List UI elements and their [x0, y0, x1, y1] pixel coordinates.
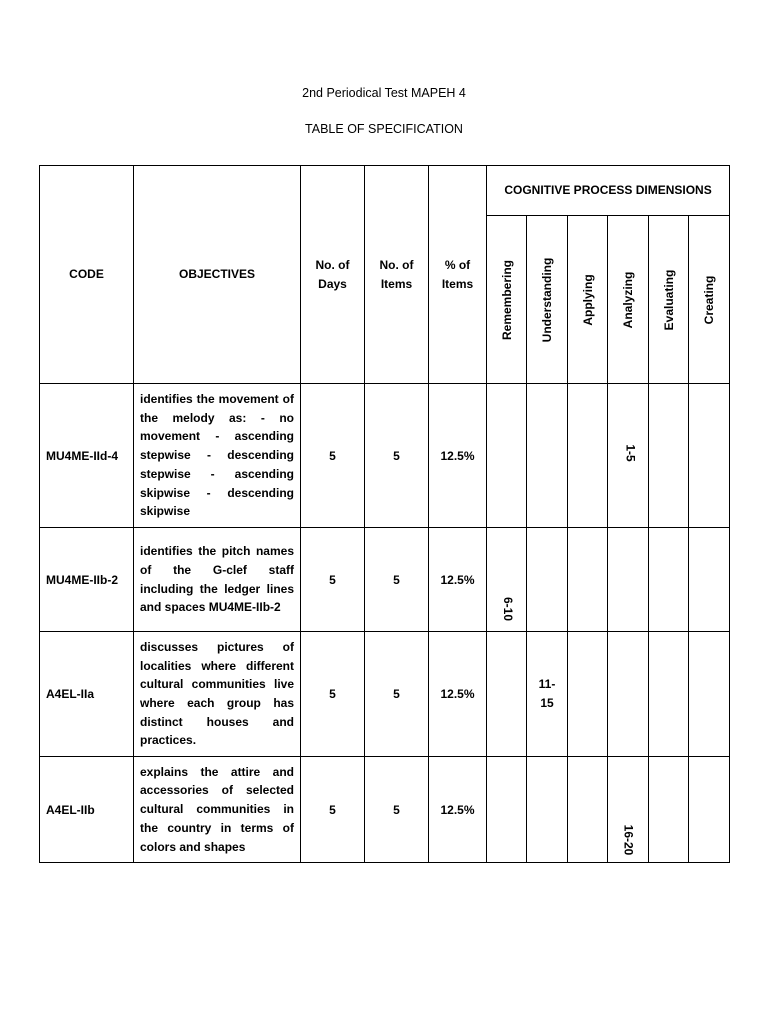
- row-code: MU4ME-IId-4: [40, 384, 134, 528]
- creating-label: Creating: [702, 275, 717, 324]
- item-range: 1-5: [623, 444, 638, 462]
- creating-cell: [689, 757, 730, 863]
- remembering-header: [487, 216, 527, 384]
- creating-cell: [689, 528, 730, 632]
- row-days: 5: [301, 757, 365, 863]
- understanding-cell: [527, 384, 568, 528]
- evaluating-cell: [649, 528, 689, 632]
- items-header-line1: No. of: [379, 257, 414, 272]
- row-percent: 12.5%: [429, 757, 487, 863]
- analyzing-header: [608, 216, 649, 384]
- item-range: 6-10: [501, 596, 516, 622]
- table-row: [40, 528, 730, 632]
- applying-cell: [568, 632, 608, 757]
- applying-label: Applying: [580, 273, 595, 326]
- item-range-line2: 15: [540, 696, 554, 710]
- document-subtitle: TABLE OF SPECIFICATION: [305, 122, 463, 136]
- analyzing-label: Analyzing: [621, 271, 635, 328]
- understanding-label: Understanding: [540, 257, 554, 342]
- row-percent: 12.5%: [429, 528, 487, 632]
- analyzing-cell: [608, 632, 649, 757]
- applying-cell: [568, 384, 608, 528]
- analyzing-cell: [608, 757, 649, 863]
- code-header: CODE: [40, 166, 134, 384]
- item-range: 16-20: [621, 824, 636, 856]
- item-range-line1: 11-: [538, 677, 556, 691]
- understanding-cell: [527, 528, 568, 632]
- understanding-header: [527, 216, 568, 384]
- items-header-line2: Items: [380, 276, 413, 291]
- evaluating-cell: [649, 757, 689, 863]
- creating-cell: [689, 632, 730, 757]
- percent-header: [429, 166, 487, 384]
- remembering-cell: [487, 757, 527, 863]
- days-header-line1: No. of: [315, 257, 350, 272]
- evaluating-cell: [649, 632, 689, 757]
- applying-header: [568, 216, 608, 384]
- days-header: [301, 166, 365, 384]
- analyzing-cell: [608, 528, 649, 632]
- row-code: MU4ME-IIb-2: [40, 528, 134, 632]
- row-days: 5: [301, 632, 365, 757]
- evaluating-label: Evaluating: [661, 269, 676, 330]
- row-objective: identifies the movement of the melody as: - no movement - ascending stepwise - descending stepwise - ascending skipwise - descending skipwise: [134, 384, 301, 528]
- row-objective: discusses pictures of localities where different cultural communities live where each group has distinct houses and practices.: [134, 632, 301, 757]
- days-header-line2: Days: [318, 276, 347, 291]
- table-row: [40, 757, 730, 863]
- document-title: 2nd Periodical Test MAPEH 4: [302, 86, 466, 100]
- remembering-cell: [487, 384, 527, 528]
- percent-header-line2: Items: [441, 276, 474, 291]
- row-code: A4EL-IIa: [40, 632, 134, 757]
- row-days: 5: [301, 528, 365, 632]
- items-header: [365, 166, 429, 384]
- row-code: A4EL-IIb: [40, 757, 134, 863]
- row-objective: explains the attire and accessories of selected cultural communities in the country in terms of colors and shapes: [134, 757, 301, 863]
- percent-header-line1: % of: [444, 257, 471, 272]
- row-percent: 12.5%: [429, 384, 487, 528]
- row-objective: identifies the pitch names of the G-clef staff including the ledger lines and spaces MU4ME-IIb-2: [134, 528, 301, 632]
- understanding-cell: [527, 757, 568, 863]
- applying-cell: [568, 528, 608, 632]
- row-items: 5: [365, 757, 429, 863]
- specification-table: [39, 165, 730, 863]
- row-items: 5: [365, 528, 429, 632]
- row-items: 5: [365, 632, 429, 757]
- objectives-header: OBJECTIVES: [134, 166, 301, 384]
- row-items: 5: [365, 384, 429, 528]
- row-days: 5: [301, 384, 365, 528]
- understanding-cell: [527, 632, 568, 757]
- header-row: [40, 166, 730, 216]
- evaluating-cell: [649, 384, 689, 528]
- cognitive-dimensions-header: COGNITIVE PROCESS DIMENSIONS: [487, 166, 730, 216]
- analyzing-cell: [608, 384, 649, 528]
- remembering-cell: [487, 632, 527, 757]
- remembering-cell: [487, 528, 527, 632]
- table-row: [40, 632, 730, 757]
- evaluating-header: [649, 216, 689, 384]
- creating-cell: [689, 384, 730, 528]
- applying-cell: [568, 757, 608, 863]
- row-percent: 12.5%: [429, 632, 487, 757]
- creating-header: [689, 216, 730, 384]
- remembering-label: Remembering: [499, 259, 514, 340]
- table-row: [40, 384, 730, 528]
